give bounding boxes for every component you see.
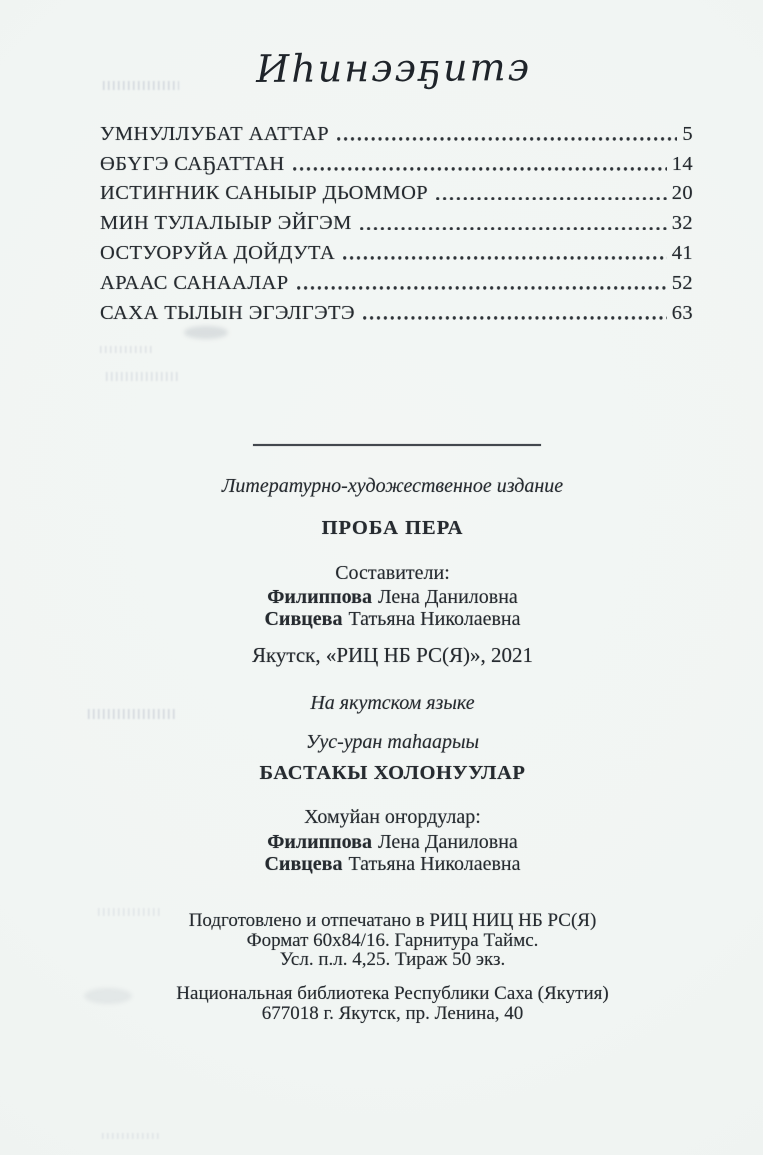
scan-smudge	[102, 1133, 160, 1139]
dot-leader	[337, 137, 677, 141]
table-of-contents	[100, 119, 693, 328]
toc-row	[100, 268, 693, 298]
toc-entry-page: 5	[682, 122, 693, 145]
toc-entry-label: МИН ТУЛАЛЫЫР ЭЙГЭМ	[100, 212, 352, 235]
compiler-surname: Филиппова	[267, 586, 372, 608]
compiler-given-name: Татьяна Николаевна	[348, 608, 521, 630]
print-details-line: Усл. п.л. 4,25. Тираж 50 экз.	[279, 949, 506, 971]
imprint-city-year: Якутск, «РИЦ НБ РС(Я)», 2021	[251, 643, 534, 667]
toc-row	[100, 179, 693, 209]
compiler-surname: Филиппова	[267, 831, 372, 853]
language-note: На якутском языке	[310, 692, 475, 714]
book-title-ru: ПРОБА ПЕРА	[321, 517, 464, 539]
toc-entry-label: ИСТИҤНИК САНЫЫР ДЬОММОР	[100, 182, 429, 205]
book-title-sakha: БАСТАКЫ ХОЛОНУУЛАР	[259, 762, 526, 784]
publisher-address-line: 677018 г. Якутск, пр. Ленина, 40	[261, 1002, 524, 1024]
dot-leader	[297, 286, 667, 290]
print-details	[11, 911, 763, 970]
toc-row	[100, 149, 693, 179]
scan-smudge	[184, 326, 228, 339]
compiler-name	[11, 608, 763, 630]
print-details-line: Формат 60х84/16. Гарнитура Таймс.	[246, 929, 539, 951]
divider-rule	[253, 444, 541, 446]
dot-leader	[360, 227, 667, 231]
scan-smudge	[100, 346, 154, 353]
dot-leader	[343, 256, 667, 260]
compiler-surname: Сивцева	[264, 608, 343, 630]
toc-row	[100, 238, 693, 268]
compiler-given-name: Лена Даниловна	[377, 586, 518, 608]
compilers-heading-ru: Составители:	[335, 562, 450, 584]
toc-entry-label: САХА ТЫЛЫН ЭГЭЛГЭТЭ	[100, 301, 355, 324]
print-details-line: Подготовлено и отпечатано в РИЦ НИЦ НБ РС(Я)	[188, 910, 597, 931]
toc-entry-page: 20	[671, 182, 693, 205]
compiler-given-name: Татьяна Николаевна	[348, 853, 521, 875]
compiler-name	[11, 853, 763, 875]
toc-entry-page: 52	[671, 271, 693, 294]
publisher-name: Национальная библиотека Республики Саха (Якутия)	[176, 983, 609, 1004]
scan-smudge	[106, 372, 180, 381]
toc-entry-page: 14	[671, 152, 693, 175]
toc-entry-label: ӨБҮГЭ САҔАТТАН	[100, 152, 285, 175]
publisher-address	[11, 984, 763, 1023]
edition-type-sakha: Уус-уран таһаарыы	[305, 731, 480, 753]
toc-entry-label: АРААС САНААЛАР	[100, 271, 289, 294]
compiler-name	[11, 586, 763, 608]
toc-entry-label: УМНУЛЛУБАТ ААТТАР	[100, 122, 330, 145]
dot-leader	[436, 197, 667, 201]
contents-heading-script: Иһинээҕитэ	[255, 45, 532, 91]
toc-entry-label: ОСТУОРУЙА ДОЙДУТА	[100, 241, 336, 264]
edition-type-ru: Литературно-художественное издание	[221, 475, 564, 497]
dot-leader	[363, 316, 667, 320]
dot-leader	[293, 167, 667, 171]
toc-row	[100, 298, 693, 328]
toc-row	[100, 208, 693, 238]
compiler-name	[11, 831, 763, 853]
toc-entry-page: 41	[671, 241, 693, 264]
toc-entry-page: 63	[671, 301, 693, 324]
compiler-surname: Сивцева	[264, 853, 343, 875]
toc-entry-page: 32	[671, 212, 693, 235]
compilers-heading-sakha: Хомуйан оҥордулар:	[304, 806, 481, 828]
compiler-given-name: Лена Даниловна	[377, 831, 518, 853]
toc-row	[100, 119, 693, 149]
